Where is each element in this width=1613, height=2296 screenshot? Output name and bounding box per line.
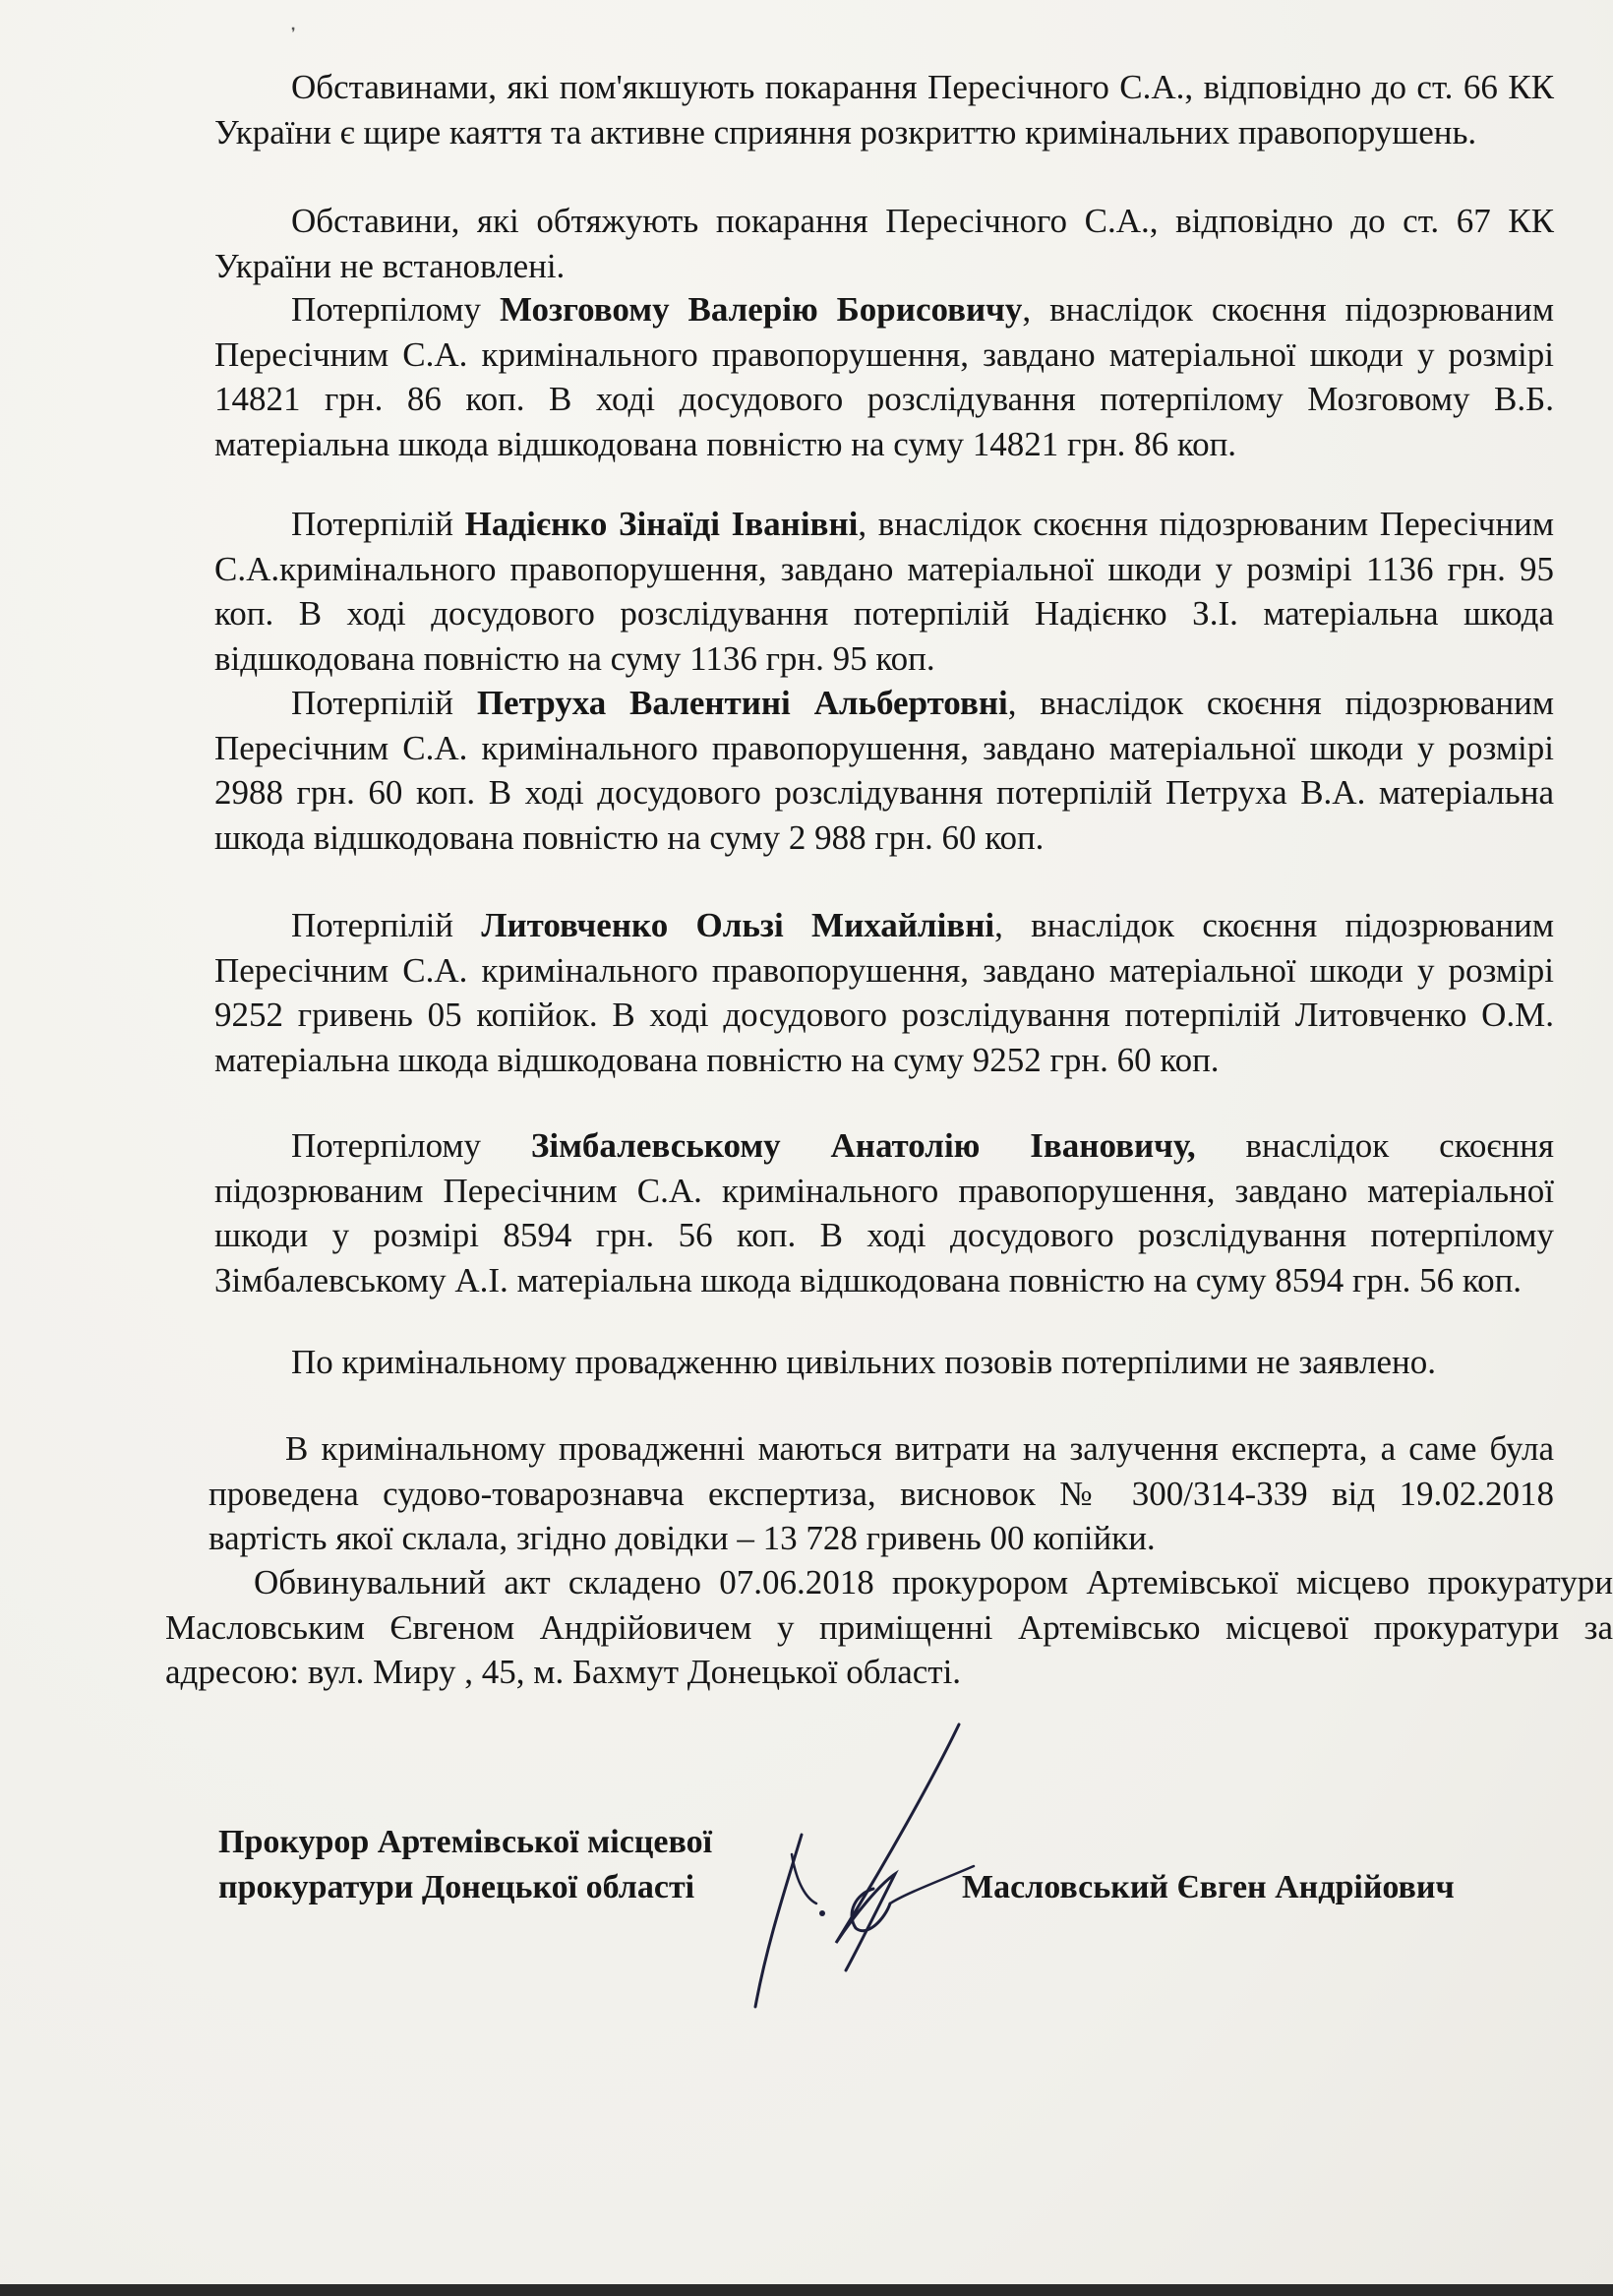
paragraph-text: , внаслідок скоєння підозрюваним Пересічним С.А. кримінального правопорушення, завдано матеріальної шкоди у розмірі 2988 грн. 60 коп. В ході досудового розслідування потерпілій Петруха В.А. матеріальна шкода відшкодована повністю на суму 2 988 грн. 60 коп. (214, 684, 1554, 857)
paragraph-aggravating (214, 199, 1554, 288)
victim-name: Зімбалевському Анатолію Івановичу, (530, 1126, 1196, 1165)
paragraph-text: Потерпілому (291, 1126, 531, 1165)
paragraph-text: В кримінальному провадженні маються витрати на залучення експерта, а саме була проведена судово-товарознавча експертиза, висновок № 300/314-339 від 19.02.2018 вартість якої склала, згідно довідки – 13 728 гривень 00 копійки. (209, 1429, 1554, 1557)
paragraph-text: Потерпілій (291, 906, 482, 944)
signatory-title-line: Прокурор Артемівської місцевої (218, 1824, 713, 1860)
paragraph-text: , внаслідок скоєння підозрюваним Пересічним С.А. кримінального правопорушення, завдано матеріальної шкоди у розмірі 9252 гривень 05 копійок. В ході досудового розслідування потерпілій Литовченко О.М. матеріальна шкода відшкодована повністю на суму 9252 грн. 60 коп. (214, 906, 1554, 1079)
paragraph-text: внаслідок скоєння підозрюваним Пересічним С.А. кримінального правопорушення, завдано матеріальної шкоди у розмірі 8594 грн. 56 коп. В ході досудового розслідування потерпілому Зімбалевському А.І. матеріальна шкода відшкодована повністю на суму 8594 грн. 56 коп. (214, 1126, 1554, 1299)
signatory-title (218, 1820, 712, 1910)
paragraph-text: Обставини, які обтяжують покарання Пересічного С.А., відповідно до ст. 67 КК України не встановлені. (214, 202, 1554, 285)
scan-bottom-edge (0, 2284, 1613, 2296)
signatory-name: Масловський Євген Андрійович (962, 1869, 1455, 1905)
victim-name: Надієнко Зінаїді Іванівні (464, 505, 859, 543)
paragraph-text: Потерпілій (291, 505, 465, 543)
signatory-title-line: прокуратури Донецької області (218, 1869, 695, 1905)
paragraph-text: Потерпілій (291, 684, 477, 722)
victim-name: Литовченко Ользі Михайлівні (481, 906, 995, 944)
paragraph-text: , внаслідок скоєння підозрюваним Пересічним С.А.кримінального правопорушення, завдано матеріальної шкоди у розмірі 1136 грн. 95 коп. В ході досудового розслідування потерпілій Надієнко З.І. матеріальна шкода відшкодована повністю на суму 1136 грн. 95 коп. (214, 505, 1554, 678)
victim-name: Мозговому Валерію Борисовичу (499, 290, 1023, 329)
paragraph-victim-lytovchenko (214, 903, 1554, 1082)
paragraph-indictment-drafted (165, 1560, 1613, 1695)
paragraph-text: Обставинами, які пом'якшують покарання Пересічного С.А., відповідно до ст. 66 КК України є щире каяття та активне сприяння розкриттю кримінальних правопорушень. (214, 68, 1554, 151)
scan-mark: ❜ (291, 27, 296, 41)
paragraph-text: Обвинувальний акт складено 07.06.2018 прокурором Артемівської місцево прокуратури Масловським Євгеном Андрійовичем у приміщенні Артемівсько місцевої прокуратури за адресою: вул. Миру , 45, м. Бахмут Донецької області. (165, 1563, 1613, 1691)
paragraph-victim-zimbalevskyi (214, 1123, 1554, 1302)
victim-name: Петруха Валентині Альбертовні (476, 684, 1008, 722)
paragraph-victim-petrukha (214, 681, 1554, 860)
paragraph-victim-nadiienko (214, 502, 1554, 681)
paragraph-victim-mozgovyi (214, 287, 1554, 466)
paragraph-text: Потерпілому (291, 290, 500, 329)
paragraph-text: По кримінальному провадженню цивільних позовів потерпілими не заявлено. (291, 1343, 1436, 1381)
paragraph-expert-costs (209, 1426, 1554, 1561)
paragraph-mitigating (214, 65, 1554, 154)
handwritten-signature (708, 1717, 993, 2012)
paragraph-text: , внаслідок скоєння підозрюваним Пересічним С.А. кримінального правопорушення, завдано матеріальної шкоди у розмірі 14821 грн. 86 коп. В ході досудового розслідування потерпілому Мозговому В.Б. матеріальна шкода відшкодована повністю на суму 14821 грн. 86 коп. (214, 290, 1555, 463)
paragraph-civil-claims (214, 1340, 1554, 1385)
